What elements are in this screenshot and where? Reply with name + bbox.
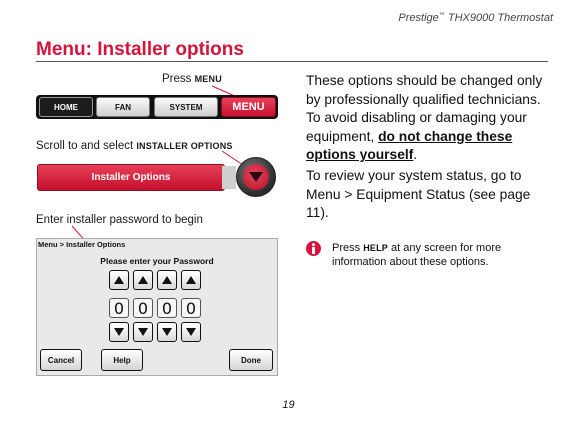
warning-text: These options should be changed only by professionally qualified technicians. To avoid disabling or damaging your equipment, — [306, 73, 543, 144]
digit2-down-button[interactable] — [133, 322, 153, 342]
cancel-button[interactable]: Cancel — [40, 349, 82, 371]
arrow-up-icon — [186, 276, 196, 284]
help-note — [332, 241, 532, 269]
arrow-down-icon — [162, 328, 172, 336]
password-digit-4: 0 — [181, 298, 201, 318]
arrow-up-icon — [114, 276, 124, 284]
password-digit-3: 0 — [157, 298, 177, 318]
warning-emphasis: do not change these options yourself — [306, 128, 513, 162]
note-text-a: Press — [332, 242, 364, 254]
triangle-down-icon — [249, 172, 263, 182]
note-text-b: at any screen for more information about these options. — [332, 242, 502, 268]
product-model: THX9000 Thermostat — [447, 12, 553, 24]
info-icon — [306, 241, 321, 256]
caption-installer-key: INSTALLER OPTIONS — [136, 141, 233, 151]
help-button[interactable]: Help — [101, 349, 143, 371]
digit4-down-button[interactable] — [181, 322, 201, 342]
trademark-symbol: ™ — [438, 12, 445, 19]
digit3-up-button[interactable] — [157, 270, 177, 290]
caption-press-text: Press — [162, 73, 195, 85]
arrow-down-icon — [186, 328, 196, 336]
password-screen — [36, 238, 278, 376]
digit3-down-button[interactable] — [157, 322, 177, 342]
arrow-down-icon — [138, 328, 148, 336]
password-digit-2: 0 — [133, 298, 153, 318]
password-digit-1: 0 — [109, 298, 129, 318]
thermostat-nav-bar — [36, 95, 278, 119]
arrow-up-icon — [162, 276, 172, 284]
digit1-down-button[interactable] — [109, 322, 129, 342]
digit4-up-button[interactable] — [181, 270, 201, 290]
status-paragraph: To review your system status, go to Menu > Equipment Status (see page 11). — [306, 168, 531, 220]
digit2-up-button[interactable] — [133, 270, 153, 290]
warning-paragraph — [306, 72, 556, 165]
menu-button[interactable]: MENU — [221, 97, 276, 117]
caption-password: Enter installer password to begin — [36, 214, 203, 226]
arrow-down-icon — [114, 328, 124, 336]
page-number: 19 — [282, 399, 295, 411]
digit1-up-button[interactable] — [109, 270, 129, 290]
info-glyph — [311, 243, 316, 254]
product-name: Prestige — [398, 12, 439, 24]
scroll-track — [222, 166, 236, 189]
home-button[interactable]: HOME — [39, 97, 93, 117]
warning-end: . — [413, 147, 418, 162]
system-button[interactable]: SYSTEM — [154, 97, 218, 117]
caption-menu-key: MENU — [194, 74, 222, 84]
arrow-up-icon — [138, 276, 148, 284]
note-help-key: HELP — [363, 243, 388, 253]
password-prompt: Please enter your Password — [100, 256, 214, 266]
breadcrumb: Menu > Installer Options — [38, 240, 126, 249]
done-button[interactable]: Done — [229, 349, 273, 371]
installer-options-button[interactable]: Installer Options — [37, 164, 225, 191]
caption-scroll — [36, 140, 233, 152]
page-title: Menu: Installer options — [36, 39, 244, 60]
scroll-down-icon — [243, 164, 269, 190]
caption-scroll-text: Scroll to and select — [36, 140, 137, 152]
scroll-down-button[interactable] — [236, 157, 276, 197]
fan-button[interactable]: FAN — [96, 97, 150, 117]
